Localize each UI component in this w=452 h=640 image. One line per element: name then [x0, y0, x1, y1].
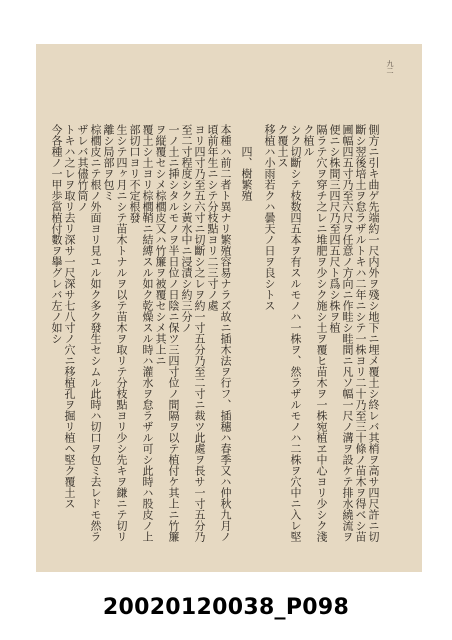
paragraph: 棕櫚皮ニテ根ノ外面ヨリ見ユル如ク多ク發生セシムル此時ハ切口ヲ包ミ去レドモ然ラザレバ其儘竹筒ノ: [76, 124, 102, 542]
section-heading: 四、樹繁殖: [240, 146, 253, 201]
paragraph: トキハ之レヲ取リ去リ深サ一尺深サ七八寸ノ穴ニ移植孔ヲ掘リ植ヘ堅ク覆土ス: [63, 124, 76, 509]
paragraph: 生シテ四ヶ月ニシテ苗木トナルヲ以テ苗木ヲ取リテ分枝點ヨリ少シ先キヲ鎌ニテ切リ離シ局部ヲ包ミ: [102, 124, 128, 542]
page-number: 九二: [386, 60, 394, 74]
paragraph: 一ノ土ニ挿シタルモノヲ半日位ノ日陰ニ保ツ三四寸位ノ間隔ヲ以テ植付ケ其上ニ竹簾ヲ縦覆セシメ棕櫚皮又ハ竹簾ヲ被覆セシメ其上ニ: [154, 124, 180, 542]
paragraph: 本種ハ前二者ト異ナリ繁殖容易ナラズ故ニ插木法ヲ行フ、插穗ハ春季又ハ仲秋九月ノ頃前年生ニシテ分枝點ヨリ二三寸ノ處: [206, 124, 232, 542]
paragraph: 移植ハ小雨若クハ曇天ノ日ヲ良シトス: [263, 124, 276, 311]
paragraph: シク切斷シテ枝数四五本ヲ有スルモノハ一株ヲ、然ラザルモノハ二株ヲ穴中ニ入レ堅ク覆土ス: [276, 124, 302, 542]
paragraph: 覆土シ土ヨリ棕櫚鞘ニ結縛スル如ク乾燥スル時ハ灌水ヲ怠ラザル可シ此時ハ股皮ノ上部切口ヨリ不定根發: [128, 124, 154, 542]
paragraph: 隔ラテ穴ヲ穿チ之レニ堆肥ヲ少シク施シ土ヲ覆ヒ苗木ヲ一株宛植ヱ中心ヨリ少シク淺ク植ル: [302, 124, 328, 542]
paragraph: ヨリ四寸乃至五六寸ニ切斷シ之レヲ約一寸五分乃至二寸ニ裁ツ此處ヲ長サ一寸五分乃至二寸程度シクシ黃水中ニ浸漬シ約三分ノ: [180, 124, 206, 542]
document-page: [36, 44, 422, 572]
paragraph: 今各種ノ一甲歩當植付數ヲ擧グレバ左ノ如シ: [50, 124, 63, 344]
image-caption: 20020120038_P098: [102, 594, 350, 620]
body-text: [50, 124, 380, 544]
paragraph: 側方ニ引キ曲ゲ先端約一尺内外ヲ殘シ地下ニ埋メ覆土シ終レバ其梢ヲ高サ四尺許ニ切斷シ翌後培土ヲ怠ラザルトキハ二年ニシテ一株ヨリ二十乃至三十條ノ苗木ヲ得ベシ苗圃幅四五寸乃至六尺ヲ任意ノ方向ニ作畦シ畦間ニ凡ソ幅一尺ノ溝ヲ設ケテ排水繞流ヲ便ニシ株間三四尺乃至四五尺ト爲シ株ヲ植: [328, 124, 380, 542]
